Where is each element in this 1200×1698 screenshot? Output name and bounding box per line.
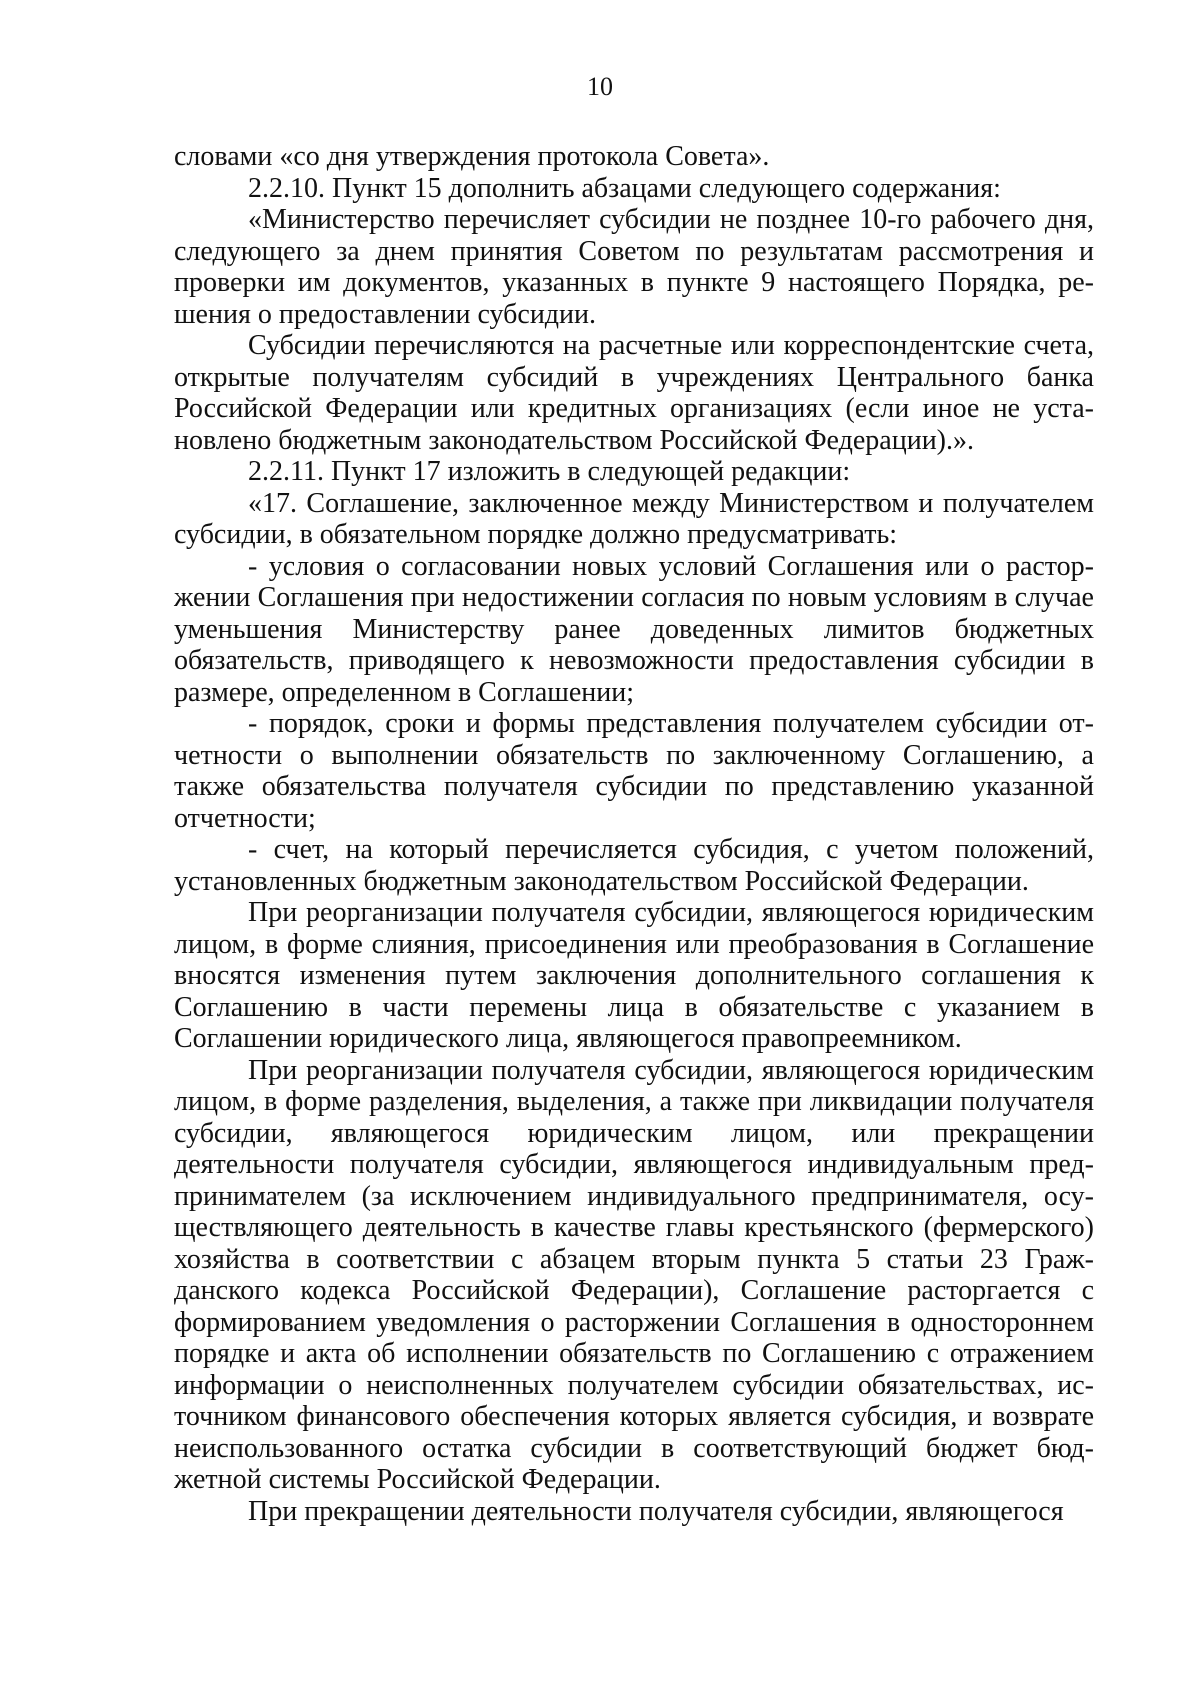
document-body xyxy=(174,141,1094,1527)
paragraph-3: «Министерство перечисляет субсидии не позднее 10-го рабочего дня, следующего за днем принятия Советом по результатам рассмотрения и проверки им документов, указанных в пункте 9 настоящего Порядка, решения о предоставлении субсидии. xyxy=(174,204,1094,330)
paragraph-12: При прекращении деятельности получателя субсидии, являющегося xyxy=(248,1495,1064,1527)
paragraph-11: При реорганизации получателя субсидии, являющегося юридическим лицом, в форме разделения, выделения, а также при ликвидации получателя субсидии, являющегося юридическим лицом, или прекращении деятельности получателя субсидии, являющегося индивидуальным предпринимателем (за исключением индивидуального предпринимателя, осуществляющего деятельность в качестве главы крестьянского (фермерского) хозяйства в соответствии с абзацем вторым пункта 5 статьи 23 Гражданского кодекса Российской Федерации), Соглашение расторгается с формированием уведомления о расторжении Соглашения в одностороннем порядке и акта об исполнении обязательств по Соглашению с отражением информации о неисполненных получателем субсидии обязательствах, источником финансового обеспечения которых является субсидия, и возврате неиспользованного остатка субсидии в соответствующий бюджет бюджетной системы Российской Федерации. xyxy=(174,1054,1094,1495)
paragraph-10: При реорганизации получателя субсидии, являющегося юридическим лицом, в форме слияния, присоединения или преобразования в Соглашение вносятся изменения путем заключения дополнительного соглашения к Соглашению в части перемены лица в обязательстве с указанием в Соглашении юридического лица, являющегося правопреемником. xyxy=(174,897,1094,1054)
paragraph-1: словами «со дня утверждения протокола Совета». xyxy=(174,141,770,172)
paragraph-9: - счет, на который перечисляется субсидия, с учетом положений, установленных бюджетным законодательством Российской Федерации. xyxy=(174,834,1094,897)
paragraph-4: Субсидии перечисляются на расчетные или корреспондентские счета, открытые получателям субсидий в учреждениях Центрального банка Российской Федерации или кредитных организациях (если иное не установлено бюджетным законодательством Российской Федерации).». xyxy=(174,330,1094,456)
paragraph-2: 2.2.10. Пункт 15 дополнить абзацами следующего содержания: xyxy=(248,172,1001,204)
paragraph-8: - порядок, сроки и формы представления получателем субсидии отчетности о выполнении обязательств по заключенному Соглашению, а также обязательства получателя субсидии по представлению указанной отчетности; xyxy=(174,708,1094,834)
paragraph-6: «17. Соглашение, заключенное между Министерством и получателем субсидии, в обязательном порядке должно предусматривать: xyxy=(174,487,1094,550)
paragraph-7: - условия о согласовании новых условий Соглашения или о расторжении Соглашения при недостижении согласия по новым условиям в случае уменьшения Министерству ранее доведенных лимитов бюджетных обязательств, приводящего к невозможности предоставления субсидии в размере, определенном в Соглашении; xyxy=(174,550,1094,708)
page-number: 10 xyxy=(587,72,613,101)
paragraph-5: 2.2.11. Пункт 17 изложить в следующей редакции: xyxy=(248,456,851,487)
